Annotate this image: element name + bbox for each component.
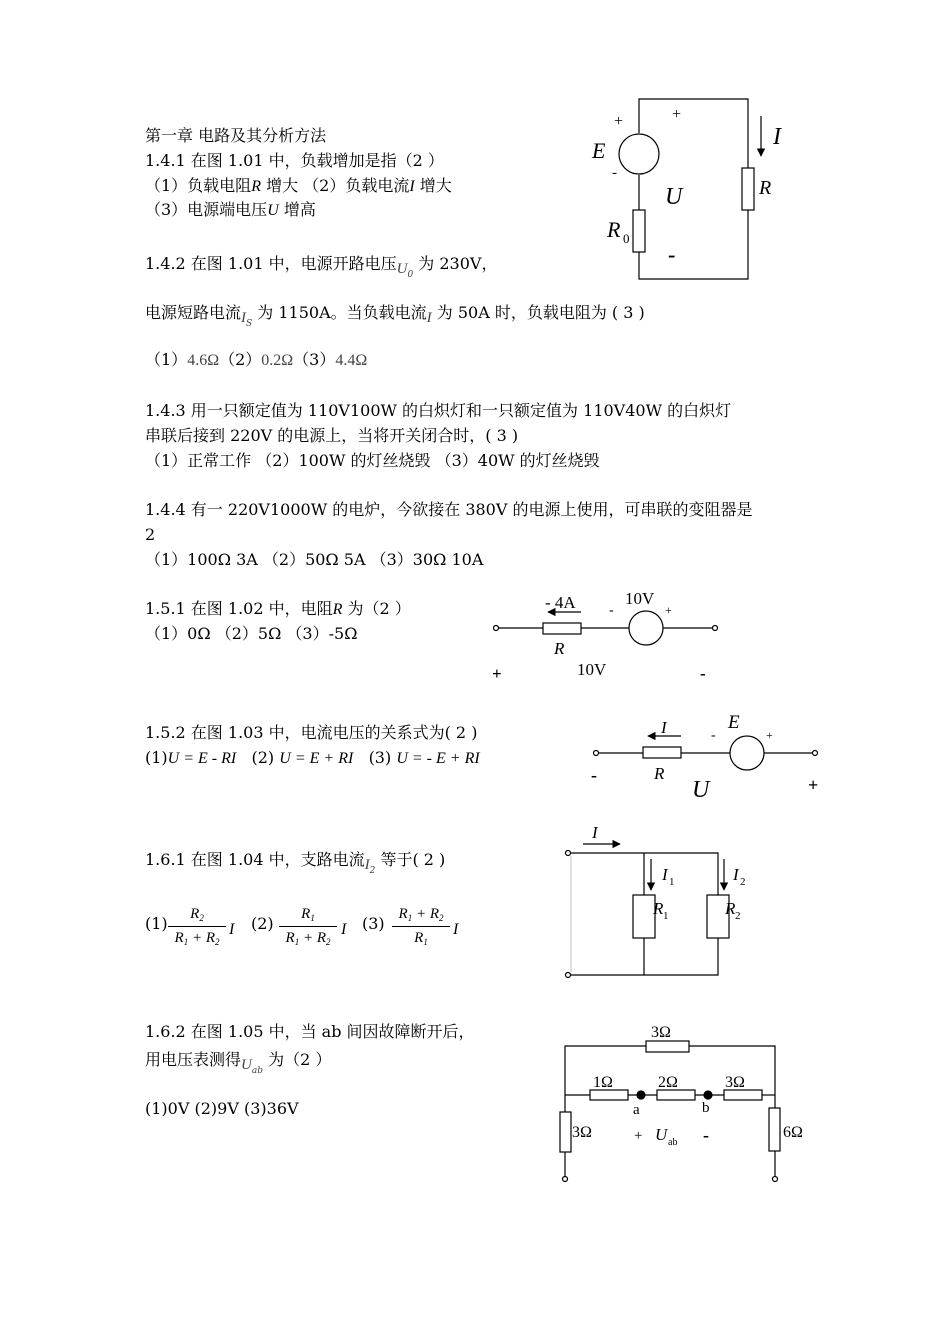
fig105-minus: -	[703, 1125, 709, 1145]
fig103-I-label: I	[661, 718, 667, 737]
q161-stem-pre: 1.6.1 在图 1.04 中，支路电流	[145, 850, 365, 869]
fig104-R2-sub: 2	[735, 910, 741, 922]
q161-opt3-label: (3)	[362, 914, 385, 933]
fig104-terminal-top	[566, 851, 571, 856]
fig104-wire-branch1-bottom	[570, 938, 644, 975]
q142-Is-symbol: I	[241, 310, 247, 326]
q161-stem-post: 等于( 2 )	[380, 850, 446, 869]
fig101-plus-left: +	[614, 113, 624, 130]
q143-line2: 串联后接到 220V 的电源上，当将开关闭合时，( 3 )	[145, 426, 519, 445]
fig105-label-3ohm: 3Ω	[725, 1074, 745, 1091]
fig102-R-label: R	[554, 639, 565, 658]
figure-1-03	[594, 736, 818, 770]
fig105-label-left-3ohm: 3Ω	[572, 1124, 592, 1141]
q144-options: （1）100Ω 3A （2）50Ω 5A （3）30Ω 10A	[145, 550, 484, 569]
fig105-plus: +	[634, 1128, 643, 1144]
q162-line2-pre: 用电压表测得	[145, 1050, 242, 1069]
q141-opt1-symbol: R	[251, 178, 261, 195]
fig105-label-2ohm: 2Ω	[658, 1074, 678, 1091]
q162-options: (1)0V (2)9V (3)36V	[145, 1099, 299, 1118]
q161-opt2-label: (2)	[251, 914, 274, 933]
fig101-R0-label: R	[607, 217, 621, 242]
q144-line2: 2	[145, 525, 156, 544]
fig105-resistor-3ohm	[724, 1090, 762, 1100]
fig104-R1-sub: 1	[663, 910, 669, 922]
fig104-R1-label: R	[653, 899, 664, 918]
q142-Is-sub: S	[246, 319, 253, 329]
chapter-title: 第一章 电路及其分析方法	[145, 126, 327, 145]
fig101-E-label: E	[592, 138, 606, 163]
fig101-resistor-R	[742, 168, 754, 210]
q142-opt2-value: 0.2Ω	[261, 352, 294, 369]
fig103-plus-right: +	[808, 775, 819, 795]
fig101-wire	[639, 99, 748, 279]
q141-opt1-pre: （1）负载电阻	[145, 176, 252, 195]
q161-opt1-I: I	[229, 921, 235, 938]
fig102-plus-source: +	[665, 603, 672, 617]
fig104-terminal-bottom	[566, 973, 571, 978]
fig101-minus-source: -	[612, 165, 617, 181]
fig105-label-b: b	[702, 1100, 710, 1116]
fig104-R2-label: R	[725, 899, 736, 918]
fig102-voltage-label: 10V	[625, 589, 655, 608]
q161-opt3-I: I	[453, 921, 459, 938]
q142-U0-sub: 0	[407, 270, 414, 280]
fig101-plus-top: +	[672, 106, 682, 123]
fig102-terminal-left	[494, 626, 499, 631]
q152-opt1-expr: U = E - RI	[167, 750, 237, 767]
fig105-node-b	[704, 1091, 712, 1099]
fig103-R-label: R	[654, 764, 665, 783]
q142-U0-symbol: U	[396, 261, 408, 277]
fig104-I1-sub: 1	[669, 876, 675, 888]
fig105-terminal-right	[773, 1177, 778, 1182]
fig101-R0-sub: 0	[623, 231, 630, 246]
fig102-plus-left: +	[492, 664, 502, 683]
q142-line1-post: 为 230V，	[418, 254, 498, 273]
figure-1-04	[566, 844, 730, 978]
fig101-minus-bottom: -	[668, 242, 676, 267]
fig105-label-a: a	[633, 1102, 640, 1118]
q152-stem: 1.5.2 在图 1.03 中，电流电压的关系式为( 2 )	[145, 723, 478, 742]
q142-line2-pre: 电源短路电流	[145, 303, 242, 322]
fig103-terminal-left	[594, 751, 599, 756]
q161-opt3-fraction: $R_1 + R_2$ $R_1$	[392, 906, 450, 947]
q161-opt2-I: I	[341, 921, 347, 938]
fig103-terminal-right	[813, 751, 818, 756]
fig102-voltage-source	[629, 611, 663, 645]
fig104-I2-label: I	[733, 865, 739, 884]
fig102-minus-right: -	[700, 664, 706, 683]
q142-line2-mid: 为 1150A。当负载电流	[257, 303, 427, 322]
q141-opt3-symbol: U	[267, 202, 279, 219]
fig103-plus-source: +	[766, 728, 773, 742]
q152-opt3-label: (3)	[368, 748, 392, 767]
q142-opt2-label: （2）	[219, 350, 262, 369]
q162-Uab-sub: ab	[251, 1066, 263, 1076]
q141-opt2-symbol: I	[409, 178, 415, 195]
q162-Uab-symbol: U	[241, 1057, 252, 1073]
fig105-resistor-right-6ohm	[769, 1108, 780, 1151]
fig102-current-label: - 4A	[545, 593, 576, 612]
q143-line1: 1.4.3 用一只额定值为 110V100W 的白炽灯和一只额定值为 110V40W 的白炽灯	[145, 401, 732, 420]
fig105-label-1ohm: 1Ω	[593, 1074, 613, 1091]
q141-opt3-pre: （3）电源端电压	[145, 200, 268, 219]
fig103-minus-source: -	[711, 728, 716, 743]
fig105-U-label: U	[655, 1125, 668, 1144]
fig105-resistor-1ohm	[590, 1090, 628, 1100]
fig102-bottom-voltage: 10V	[577, 660, 607, 679]
q152-opt3-expr: U = - E + RI	[396, 750, 480, 767]
q142-opt3-value: 4.4Ω	[335, 352, 368, 369]
q141-opt2-post: 增大	[419, 176, 452, 195]
fig101-resistor-R0	[633, 210, 645, 252]
q144-line1: 1.4.4 有一 220V1000W 的电炉，今欲接在 380V 的电源上使用，可串联的变阻器是	[145, 500, 753, 519]
fig105-resistor-left-3ohm	[560, 1112, 571, 1152]
q161-I2-sub: 2	[369, 866, 376, 876]
fig101-R-label: R	[759, 177, 772, 199]
fig103-resistor-R	[643, 747, 681, 758]
fig103-minus-left: -	[591, 765, 597, 785]
fig101-U-label: U	[665, 184, 683, 210]
q161-opt1-fraction: $R_2$ $R_1 + R_2$	[168, 906, 226, 947]
fig104-resistor-R1	[633, 895, 655, 938]
q142-line2-post: 为 50A 时，负载电阻为 ( 3 )	[436, 303, 645, 322]
q141-opt3-post: 增高	[283, 200, 316, 219]
fig103-voltage-source	[730, 736, 764, 770]
fig105-resistor-top-3ohm	[646, 1041, 689, 1052]
fig105-U-sub: ab	[668, 1137, 678, 1148]
fig105-label-right-6ohm: 6Ω	[783, 1124, 803, 1141]
fig104-wire-branch2-bottom	[644, 938, 718, 975]
fig104-I1-label: I	[662, 865, 668, 884]
q162-line2-post: 为（2 ）	[268, 1050, 332, 1069]
q161-opt1-label: (1)	[145, 914, 168, 933]
q141-opt1-post: 增大 （2）负载电流	[266, 176, 410, 195]
q162-line1: 1.6.2 在图 1.05 中，当 ab 间因故障断开后，	[145, 1022, 475, 1041]
fig102-minus-source: -	[609, 603, 614, 618]
figure-1-05	[560, 1041, 780, 1182]
fig105-terminal-left	[563, 1177, 568, 1182]
fig102-resistor-R	[543, 623, 581, 634]
fig105-label-top-3ohm: 3Ω	[651, 1024, 671, 1041]
q161-opt2-fraction: $R_1$ $R_1 + R_2$	[279, 906, 337, 947]
q151-R-symbol: R	[332, 601, 343, 618]
fig104-I2-sub: 2	[740, 876, 746, 888]
figure-1-02	[494, 611, 718, 645]
fig101-I-label: I	[773, 124, 781, 150]
fig105-resistor-2ohm	[657, 1090, 695, 1100]
q161-I2-symbol: I	[364, 857, 370, 873]
q151-stem-pre: 1.5.1 在图 1.02 中，电阻	[145, 599, 333, 618]
fig103-U-label: U	[692, 777, 710, 803]
q143-options: （1）正常工作 （2）100W 的灯丝烧毁 （3）40W 的灯丝烧毁	[145, 451, 600, 470]
fig104-I-label: I	[592, 823, 598, 842]
q142-opt1-value: 4.6Ω	[187, 352, 220, 369]
q152-opt2-expr: U = E + RI	[279, 750, 354, 767]
q151-stem-post: 为（2 ）	[347, 599, 411, 618]
q141-stem: 1.4.1 在图 1.01 中，负载增加是指（2 ）	[145, 151, 444, 170]
q142-line1-pre: 1.4.2 在图 1.01 中，电源开路电压	[145, 254, 397, 273]
q152-opt2-label: (2)	[251, 748, 275, 767]
fig105-node-a	[637, 1091, 645, 1099]
fig102-terminal-right	[713, 626, 718, 631]
figure-1-01	[619, 99, 761, 279]
q152-opt1-label: (1)	[145, 748, 168, 767]
q151-options: （1）0Ω （2）5Ω （3）-5Ω	[145, 624, 358, 643]
fig103-E-label: E	[728, 712, 740, 733]
q142-opt1-label: （1）	[145, 350, 188, 369]
q142-I-symbol: I	[426, 310, 432, 326]
q142-opt3-label: （3）	[293, 350, 336, 369]
fig101-voltage-source	[619, 134, 659, 174]
